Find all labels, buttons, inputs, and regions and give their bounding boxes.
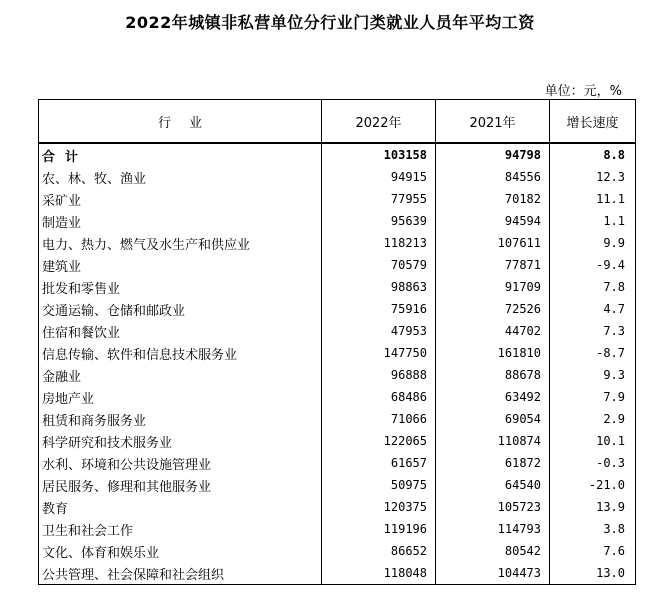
table-row (39, 474, 636, 496)
wage-2022-cell: 147750 (322, 342, 436, 364)
industry-name-cell: 住宿和餐饮业 (39, 320, 322, 342)
page-title: 2022年城镇非私营单位分行业门类就业人员年平均工资 (125, 13, 535, 32)
wage-2022-cell: 118048 (322, 562, 436, 585)
growth-rate-cell: 7.6 (550, 540, 636, 562)
industry-name-cell: 居民服务、修理和其他服务业 (39, 474, 322, 496)
growth-rate-cell: 8.8 (550, 143, 636, 166)
industry-name-cell: 卫生和社会工作 (39, 518, 322, 540)
table-row (39, 166, 636, 188)
growth-rate-cell: 9.9 (550, 232, 636, 254)
wage-2021-cell: 105723 (436, 496, 550, 518)
wage-2022-cell: 103158 (322, 143, 436, 166)
wage-2022-cell: 86652 (322, 540, 436, 562)
growth-rate-cell: -9.4 (550, 254, 636, 276)
unit-label: 单位：元，% (544, 84, 622, 99)
industry-name-cell: 水利、环境和公共设施管理业 (39, 452, 322, 474)
growth-rate-cell: 10.1 (550, 430, 636, 452)
industry-name-cell: 制造业 (39, 210, 322, 232)
wage-2022-cell: 96888 (322, 364, 436, 386)
wage-2021-cell: 107611 (436, 232, 550, 254)
wage-2022-cell: 122065 (322, 430, 436, 452)
wage-2021-cell: 104473 (436, 562, 550, 585)
industry-name-cell: 科学研究和技术服务业 (39, 430, 322, 452)
table-body (39, 143, 636, 585)
table-row (39, 254, 636, 276)
industry-name-cell: 公共管理、社会保障和社会组织 (39, 562, 322, 585)
growth-rate-cell: -0.3 (550, 452, 636, 474)
industry-name-cell: 金融业 (39, 364, 322, 386)
industry-name-cell: 租赁和商务服务业 (39, 408, 322, 430)
table-row (39, 210, 636, 232)
wage-2021-cell: 61872 (436, 452, 550, 474)
wage-2021-cell: 84556 (436, 166, 550, 188)
growth-rate-cell: 12.3 (550, 166, 636, 188)
wage-2021-cell: 64540 (436, 474, 550, 496)
wage-2022-cell: 70579 (322, 254, 436, 276)
wage-2021-cell: 77871 (436, 254, 550, 276)
table-header-row (39, 100, 636, 144)
wage-2021-cell: 80542 (436, 540, 550, 562)
table-row (39, 276, 636, 298)
growth-rate-cell: 2.9 (550, 408, 636, 430)
table-row (39, 232, 636, 254)
growth-rate-cell: 7.3 (550, 320, 636, 342)
industry-name-cell: 房地产业 (39, 386, 322, 408)
growth-rate-cell: 13.0 (550, 562, 636, 585)
industry-name-cell: 信息传输、软件和信息技术服务业 (39, 342, 322, 364)
wage-2021-cell: 88678 (436, 364, 550, 386)
wage-2022-cell: 119196 (322, 518, 436, 540)
growth-rate-cell: 3.8 (550, 518, 636, 540)
table-row (39, 540, 636, 562)
growth-rate-cell: 9.3 (550, 364, 636, 386)
industry-name-cell: 建筑业 (39, 254, 322, 276)
wage-2022-cell: 120375 (322, 496, 436, 518)
wage-2021-cell: 161810 (436, 342, 550, 364)
growth-rate-cell: -21.0 (550, 474, 636, 496)
growth-rate-cell: 1.1 (550, 210, 636, 232)
industry-name-cell: 交通运输、仓储和邮政业 (39, 298, 322, 320)
table-row (39, 342, 636, 364)
wage-2021-cell: 110874 (436, 430, 550, 452)
wage-2022-cell: 98863 (322, 276, 436, 298)
wage-2022-cell: 94915 (322, 166, 436, 188)
table-row (39, 320, 636, 342)
wage-2022-cell: 47953 (322, 320, 436, 342)
growth-rate-cell: 11.1 (550, 188, 636, 210)
table-row (39, 430, 636, 452)
industry-name-cell: 教育 (39, 496, 322, 518)
wage-2021-cell: 63492 (436, 386, 550, 408)
table-row (39, 298, 636, 320)
header-industry: 行业 (39, 100, 322, 144)
wage-2022-cell: 95639 (322, 210, 436, 232)
wage-2021-cell: 69054 (436, 408, 550, 430)
wage-2022-cell: 71066 (322, 408, 436, 430)
growth-rate-cell: -8.7 (550, 342, 636, 364)
wage-2021-cell: 114793 (436, 518, 550, 540)
wage-2022-cell: 75916 (322, 298, 436, 320)
table-row (39, 518, 636, 540)
table-row (39, 386, 636, 408)
wage-2022-cell: 61657 (322, 452, 436, 474)
industry-name-cell: 合计 (39, 143, 322, 166)
wage-2021-cell: 70182 (436, 188, 550, 210)
table-row (39, 408, 636, 430)
growth-rate-cell: 7.9 (550, 386, 636, 408)
growth-rate-cell: 13.9 (550, 496, 636, 518)
growth-rate-cell: 4.7 (550, 298, 636, 320)
header-growth: 增长速度 (550, 100, 636, 144)
table-row (39, 364, 636, 386)
industry-name-cell: 采矿业 (39, 188, 322, 210)
header-2022: 2022年 (322, 100, 436, 144)
wage-table (38, 99, 636, 585)
table-row-total (39, 143, 636, 166)
industry-name-cell: 农、林、牧、渔业 (39, 166, 322, 188)
table-row (39, 452, 636, 474)
wage-2022-cell: 50975 (322, 474, 436, 496)
industry-name-cell: 电力、热力、燃气及水生产和供应业 (39, 232, 322, 254)
industry-name-cell: 批发和零售业 (39, 276, 322, 298)
table-row (39, 562, 636, 585)
wage-2021-cell: 72526 (436, 298, 550, 320)
wage-2022-cell: 77955 (322, 188, 436, 210)
table-row (39, 188, 636, 210)
wage-2021-cell: 94798 (436, 143, 550, 166)
wage-2021-cell: 94594 (436, 210, 550, 232)
wage-2021-cell: 44702 (436, 320, 550, 342)
header-2021: 2021年 (436, 100, 550, 144)
industry-name-cell: 文化、体育和娱乐业 (39, 540, 322, 562)
wage-2022-cell: 68486 (322, 386, 436, 408)
table-row (39, 496, 636, 518)
growth-rate-cell: 7.8 (550, 276, 636, 298)
wage-2022-cell: 118213 (322, 232, 436, 254)
wage-2021-cell: 91709 (436, 276, 550, 298)
